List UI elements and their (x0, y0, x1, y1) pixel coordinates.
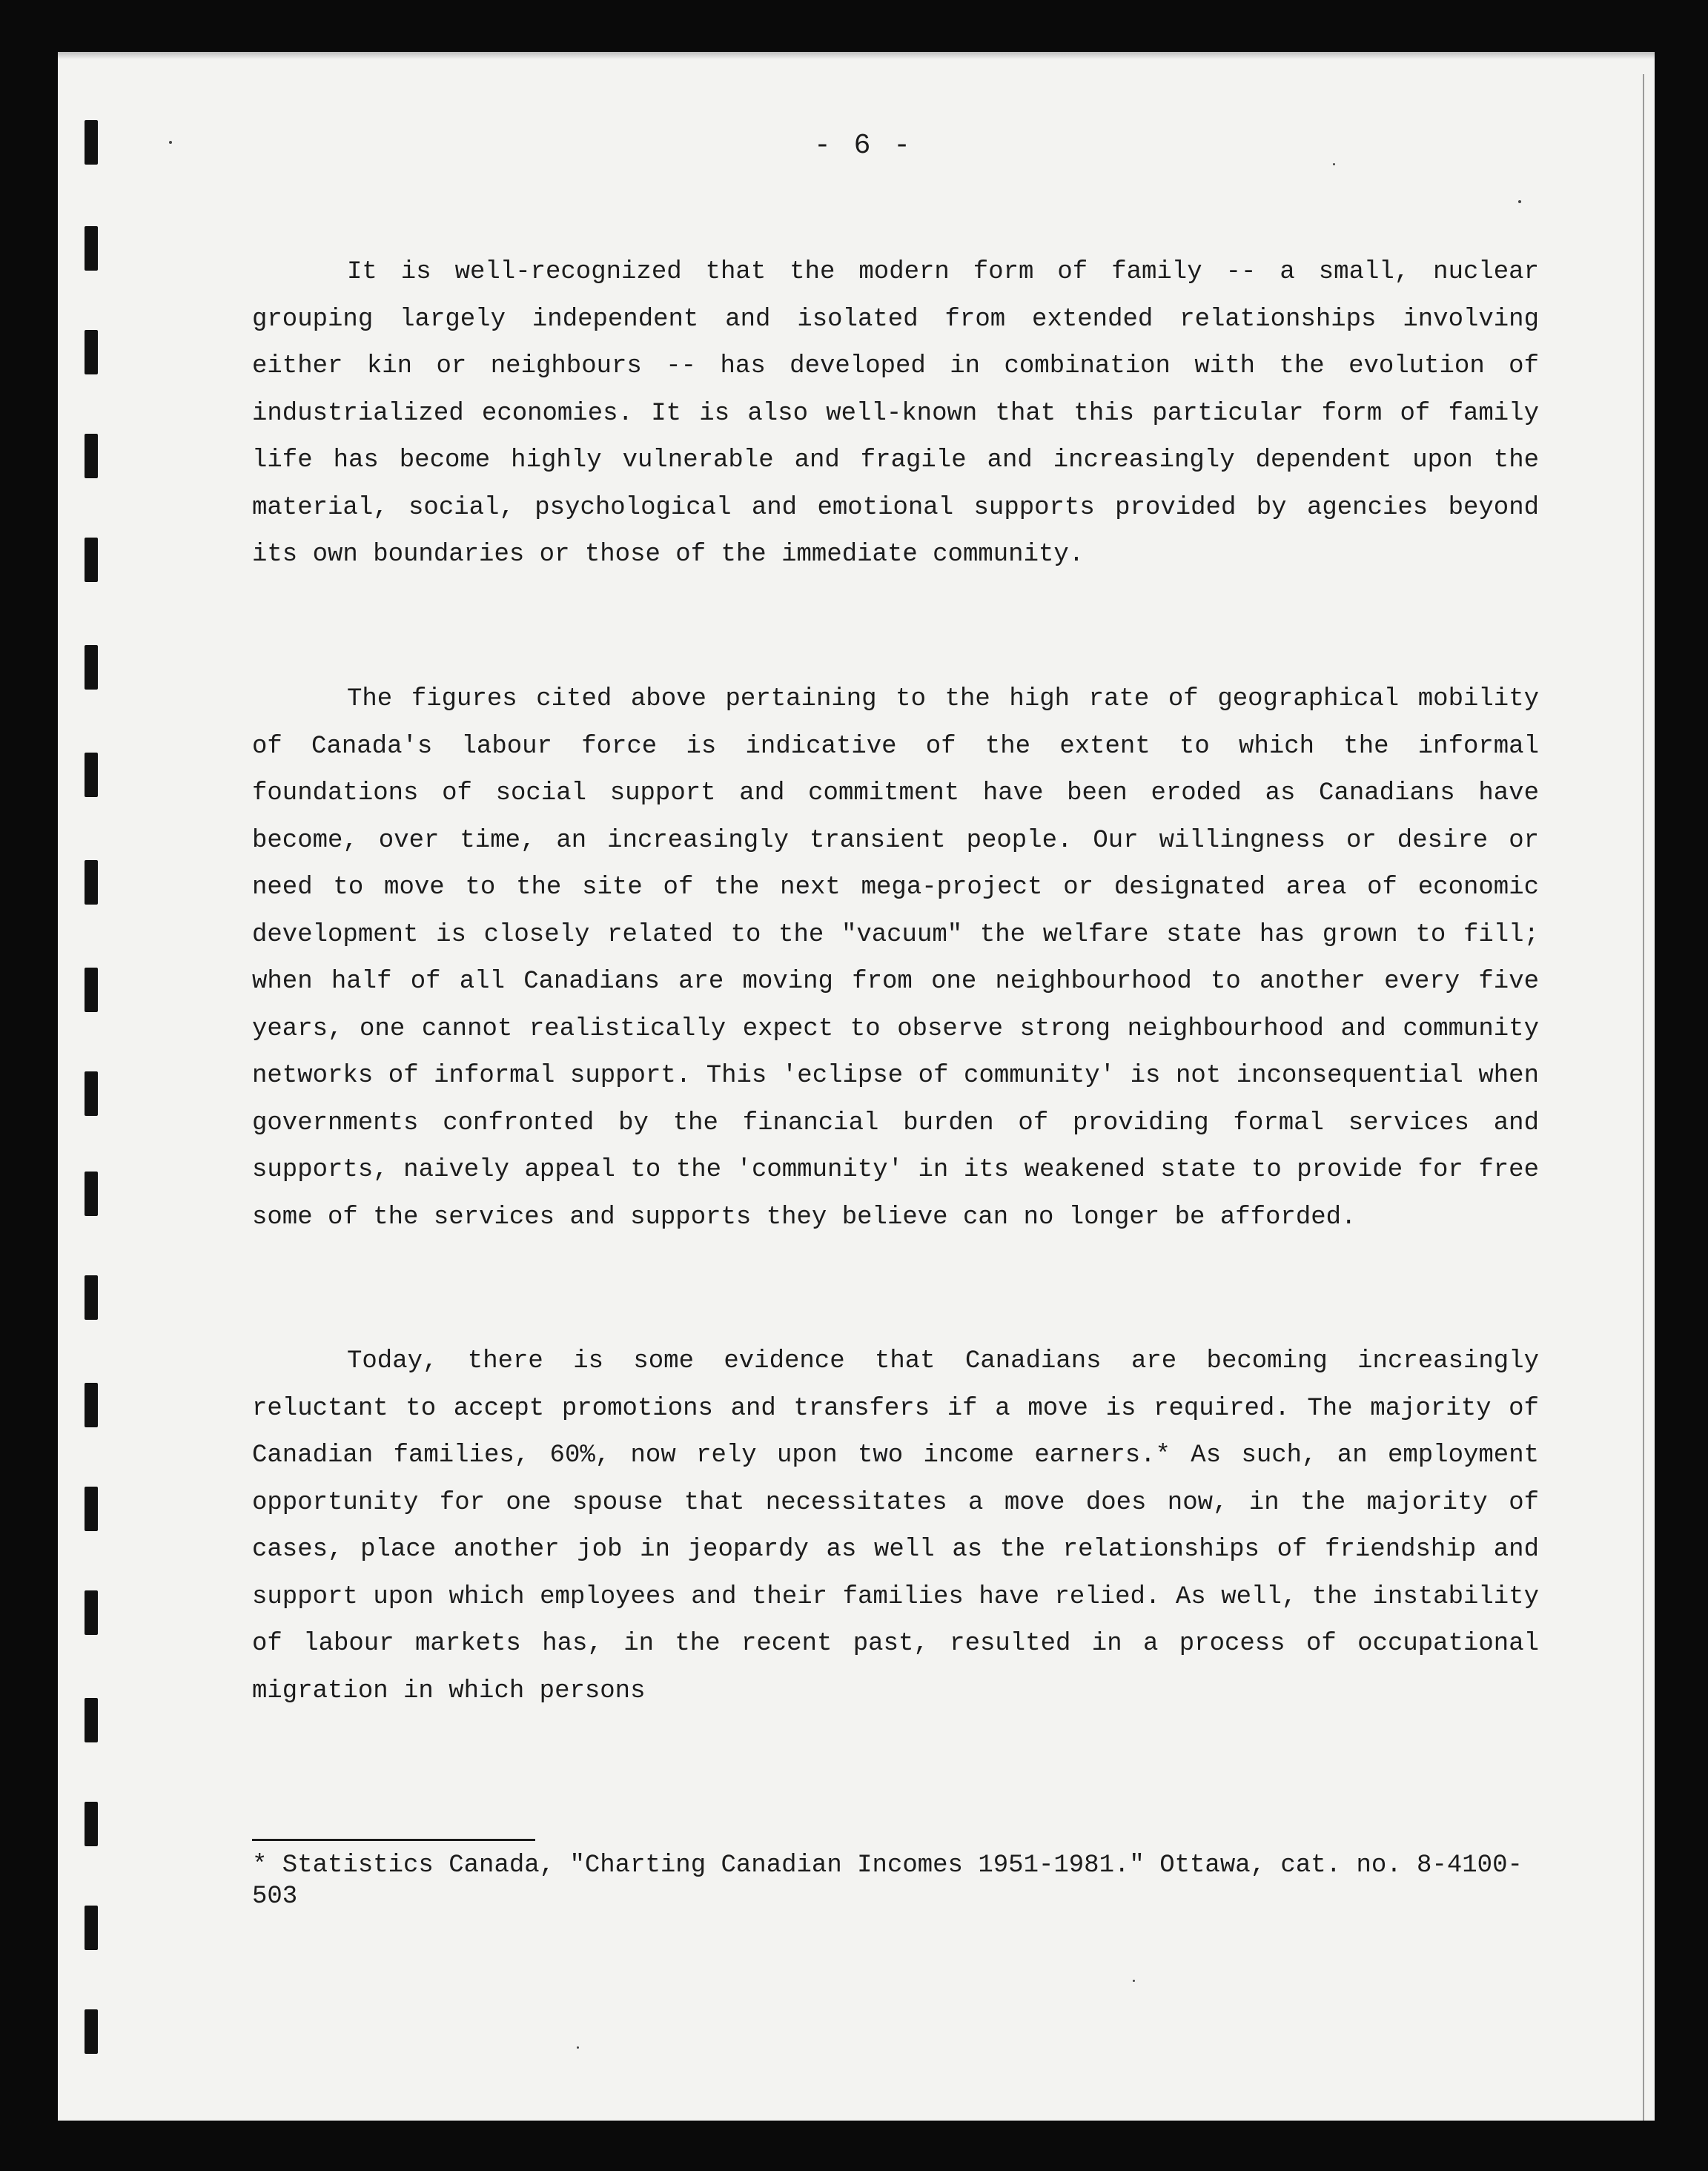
page-number: - 6 - (814, 130, 914, 162)
binding-hole (85, 538, 98, 582)
page-right-edge (1643, 74, 1649, 2121)
binding-hole (85, 1698, 98, 1742)
binding-hole (85, 1590, 98, 1635)
scan-speck (577, 2046, 579, 2049)
paragraph: The figures cited above pertaining to the high rate of geographical mobility of Canada's labour force is indicative of the extent to which the informal foundations of social support and commitment have been eroded as Canadians have become, over time, an increasingly transient people. Our willingness or desire or need to move to the site of the next mega-project or designated area of economic development is closely related to the "vacuum" the welfare state has grown to fill; when half of all Canadians are moving from one neighbourhood to another every five years, one cannot realistically expect to observe strong neighbourhood and community networks of informal support. This 'eclipse of community' is not inconsequential when governments confronted by the financial burden of providing formal services and supports, naively appeal to the 'community' in its weakened state to provide for free some of the services and supports they believe can no longer be afforded. (252, 685, 1539, 1232)
document-page (58, 52, 1655, 2121)
scan-speck (1333, 163, 1335, 165)
paragraph: It is well-recognized that the modern form of family -- a small, nuclear grouping largely independent and isolated from extended relationships involving either kin or neighbours -- has developed in combination with the evolution of industrialized economies. It is also well-known that this particular form of family life has become highly vulnerable and fragile and increasingly dependent upon the material, social, psychological and emotional supports provided by agencies beyond its own boundaries or those of the immediate community. (252, 258, 1539, 569)
binding-hole (85, 968, 98, 1012)
binding-hole (85, 1275, 98, 1320)
binding-hole (85, 330, 98, 374)
page-top-edge (58, 52, 1655, 59)
binding-hole (85, 1906, 98, 1950)
binding-hole (85, 120, 98, 165)
binding-hole (85, 2009, 98, 2054)
binding-hole (85, 1383, 98, 1427)
footnote: * Statistics Canada, "Charting Canadian Incomes 1951-1981." Ottawa, cat. no. 8-4100-503 (252, 1851, 1523, 1911)
binding-hole (85, 1802, 98, 1846)
scan-speck (1518, 200, 1521, 203)
footnote-divider (252, 1839, 535, 1841)
binding-hole (85, 434, 98, 478)
binding-hole (85, 860, 98, 905)
binding-hole (85, 226, 98, 271)
scan-speck (1133, 1980, 1135, 1982)
binding-hole (85, 1172, 98, 1216)
binding-hole (85, 753, 98, 797)
binding-hole (85, 1487, 98, 1531)
binding-hole (85, 1071, 98, 1116)
paragraph: Today, there is some evidence that Canadians are becoming increasingly reluctant to accept promotions and transfers if a move is required. The majority of Canadian families, 60%, now rely upon two income earners.* As such, an employment opportunity for one spouse that necessitates a move does now, in the majority of cases, place another job in jeopardy as well as the relationships of friendship and support upon which employees and their families have relied. As well, the instability of labour markets has, in the recent past, resulted in a process of occupational migration in which persons (252, 1347, 1539, 1705)
binding-hole (85, 645, 98, 690)
scan-speck (169, 141, 172, 144)
